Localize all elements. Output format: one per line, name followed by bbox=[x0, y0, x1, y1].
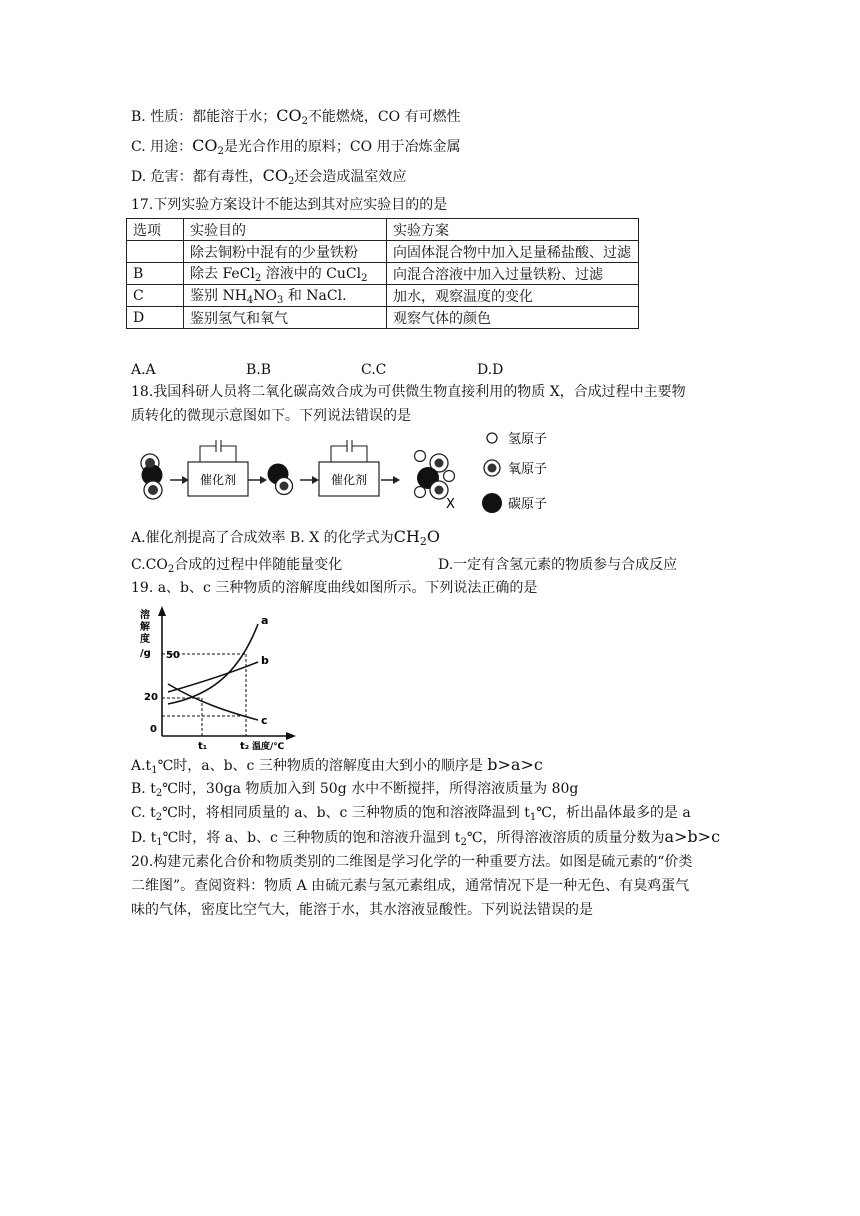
table-header: 选项 bbox=[127, 219, 184, 241]
co2-molecule bbox=[141, 454, 163, 499]
q16-option-d: D. 危害：都有毒性，$CO_2$还会造成温室效应 bbox=[131, 166, 407, 187]
hydrogen-atom-icon bbox=[487, 433, 497, 443]
table-cell: B bbox=[127, 263, 184, 285]
x-label: 温度/℃ bbox=[252, 742, 285, 752]
q18-stem-line1: 18.我国科研人员将二氧化碳高效合成为可供微生物直接利用的物质 X，合成过程中主要物 bbox=[131, 384, 686, 400]
table-header-row bbox=[127, 219, 639, 241]
solubility-chart bbox=[128, 604, 298, 752]
q18-options-ab: A.催化剂提高了合成效率 B. X 的化学式为$CH_2O$ bbox=[131, 527, 440, 548]
q19-option-c: C. $t_2℃$时，将相同质量的 a、b、c 三种物质的饱和溶液降温到 $t_1℃$，析出晶体最多的是 a bbox=[131, 805, 691, 823]
co-molecule bbox=[268, 464, 293, 495]
q17-stem: 17.下列实验方案设计不能达到其对应实验目的的是 bbox=[131, 197, 448, 213]
catalyst-label: 催化剂 bbox=[199, 473, 237, 487]
q19-stem: 19. a、b、c 三种物质的溶解度曲线如图所示。下列说法正确的是 bbox=[131, 580, 538, 596]
table-header: 实验目的 bbox=[184, 219, 387, 241]
table-cell: 向固体混合物中加入足量稀盐酸、过滤 bbox=[387, 241, 639, 263]
table-cell: 鉴别氢气和氧气 bbox=[184, 307, 387, 329]
legend-oxygen: 氧原子 bbox=[508, 462, 548, 477]
q20-line3: 味的气体，密度比空气大，能溶于水，其水溶液显酸性。下列说法错误的是 bbox=[131, 902, 593, 918]
q17-option-d: D.D bbox=[477, 362, 504, 378]
q20-line1: 20.构建元素化合价和物质类别的二维图是学习化学的一种重要方法。如图是硫元素的“价类 bbox=[131, 854, 693, 870]
q17-table bbox=[126, 218, 639, 329]
legend bbox=[482, 432, 547, 513]
q16-option-b: B. 性质：都能溶于水；$CO_2$不能燃烧，CO 有可燃性 bbox=[131, 106, 461, 127]
table-cell: 除去铜粉中混有的少量铁粉 bbox=[184, 241, 387, 263]
q17-option-b: B.B bbox=[246, 362, 272, 378]
y-label: 度 bbox=[140, 634, 150, 645]
curve-label-b: b bbox=[261, 654, 269, 667]
table-cell: 鉴别 $NH_4NO_3$ 和 NaCl. bbox=[184, 285, 387, 307]
x-label: X bbox=[446, 497, 455, 512]
table-cell: C bbox=[127, 285, 184, 307]
curve-b bbox=[168, 662, 258, 692]
q19-option-b: B. $t_2℃$时，30ga 物质加入到 50g 水中不断搅拌，所得溶液质量为 80g bbox=[131, 781, 579, 799]
legend-hydrogen: 氢原子 bbox=[508, 432, 548, 447]
q17-option-a: A.A bbox=[131, 362, 156, 378]
y-label: 溶 bbox=[140, 610, 150, 621]
table-cell: 观察气体的颜色 bbox=[387, 307, 639, 329]
table-row bbox=[127, 263, 639, 285]
q18-option-d: D.一定有含氢元素的物质参与合成反应 bbox=[438, 557, 678, 573]
catalyst-box-2 bbox=[319, 440, 379, 496]
q19-option-d: D. $t_1℃$时，将 a、b、c 三种物质的饱和溶液升温到 $t_2℃$，所得溶液溶质的质量分数为a>b>c bbox=[131, 827, 721, 848]
y-label: /g bbox=[140, 648, 151, 659]
catalyst-box-1 bbox=[188, 440, 248, 496]
q19-option-a: $A.t_1℃$时，a、b、c 三种物质的溶解度由大到小的顺序是 b>a>c bbox=[131, 755, 543, 776]
q18-stem-line2: 质转化的微现示意图如下。下列说法错误的是 bbox=[131, 408, 411, 424]
curve-label-a: a bbox=[261, 614, 269, 627]
catalyst-label: 催化剂 bbox=[330, 473, 368, 487]
reaction-diagram bbox=[128, 428, 598, 523]
q17-option-c: C.C bbox=[361, 362, 387, 378]
table-cell: 加水，观察温度的变化 bbox=[387, 285, 639, 307]
table-cell: D bbox=[127, 307, 184, 329]
table-cell: 向混合溶液中加入过量铁粉、过滤 bbox=[387, 263, 639, 285]
x-tick-t2: t₂ bbox=[240, 741, 250, 752]
q16-option-c: C. 用途：$CO_2$是光合作用的原料；CO 用于冶炼金属 bbox=[131, 136, 461, 157]
q18-option-c: $C.CO_2$合成的过程中伴随能量变化 bbox=[131, 557, 343, 575]
table-cell bbox=[127, 241, 184, 263]
table-row bbox=[127, 241, 639, 263]
table-cell: 除去 FeCl$_2$ 溶液中的 CuCl$_2$ bbox=[184, 263, 387, 285]
x-molecule bbox=[415, 451, 455, 500]
curve-c bbox=[168, 684, 258, 720]
tick-20: 20 bbox=[144, 692, 158, 703]
q20-line2: 二维图”。查阅资料：物质 A 由硫元素与氢元素组成，通常情况下是一种无色、有臭鸡蛋气 bbox=[131, 878, 690, 894]
table-row bbox=[127, 285, 639, 307]
x-tick-t1: t₁ bbox=[198, 741, 208, 752]
curve-label-c: c bbox=[261, 714, 268, 727]
legend-carbon: 碳原子 bbox=[508, 497, 548, 512]
tick-0: 0 bbox=[150, 724, 157, 735]
carbon-atom-icon bbox=[482, 493, 502, 513]
table-row bbox=[127, 307, 639, 329]
tick-50: 50 bbox=[166, 650, 180, 661]
y-label: 解 bbox=[140, 622, 150, 633]
table-header: 实验方案 bbox=[387, 219, 639, 241]
